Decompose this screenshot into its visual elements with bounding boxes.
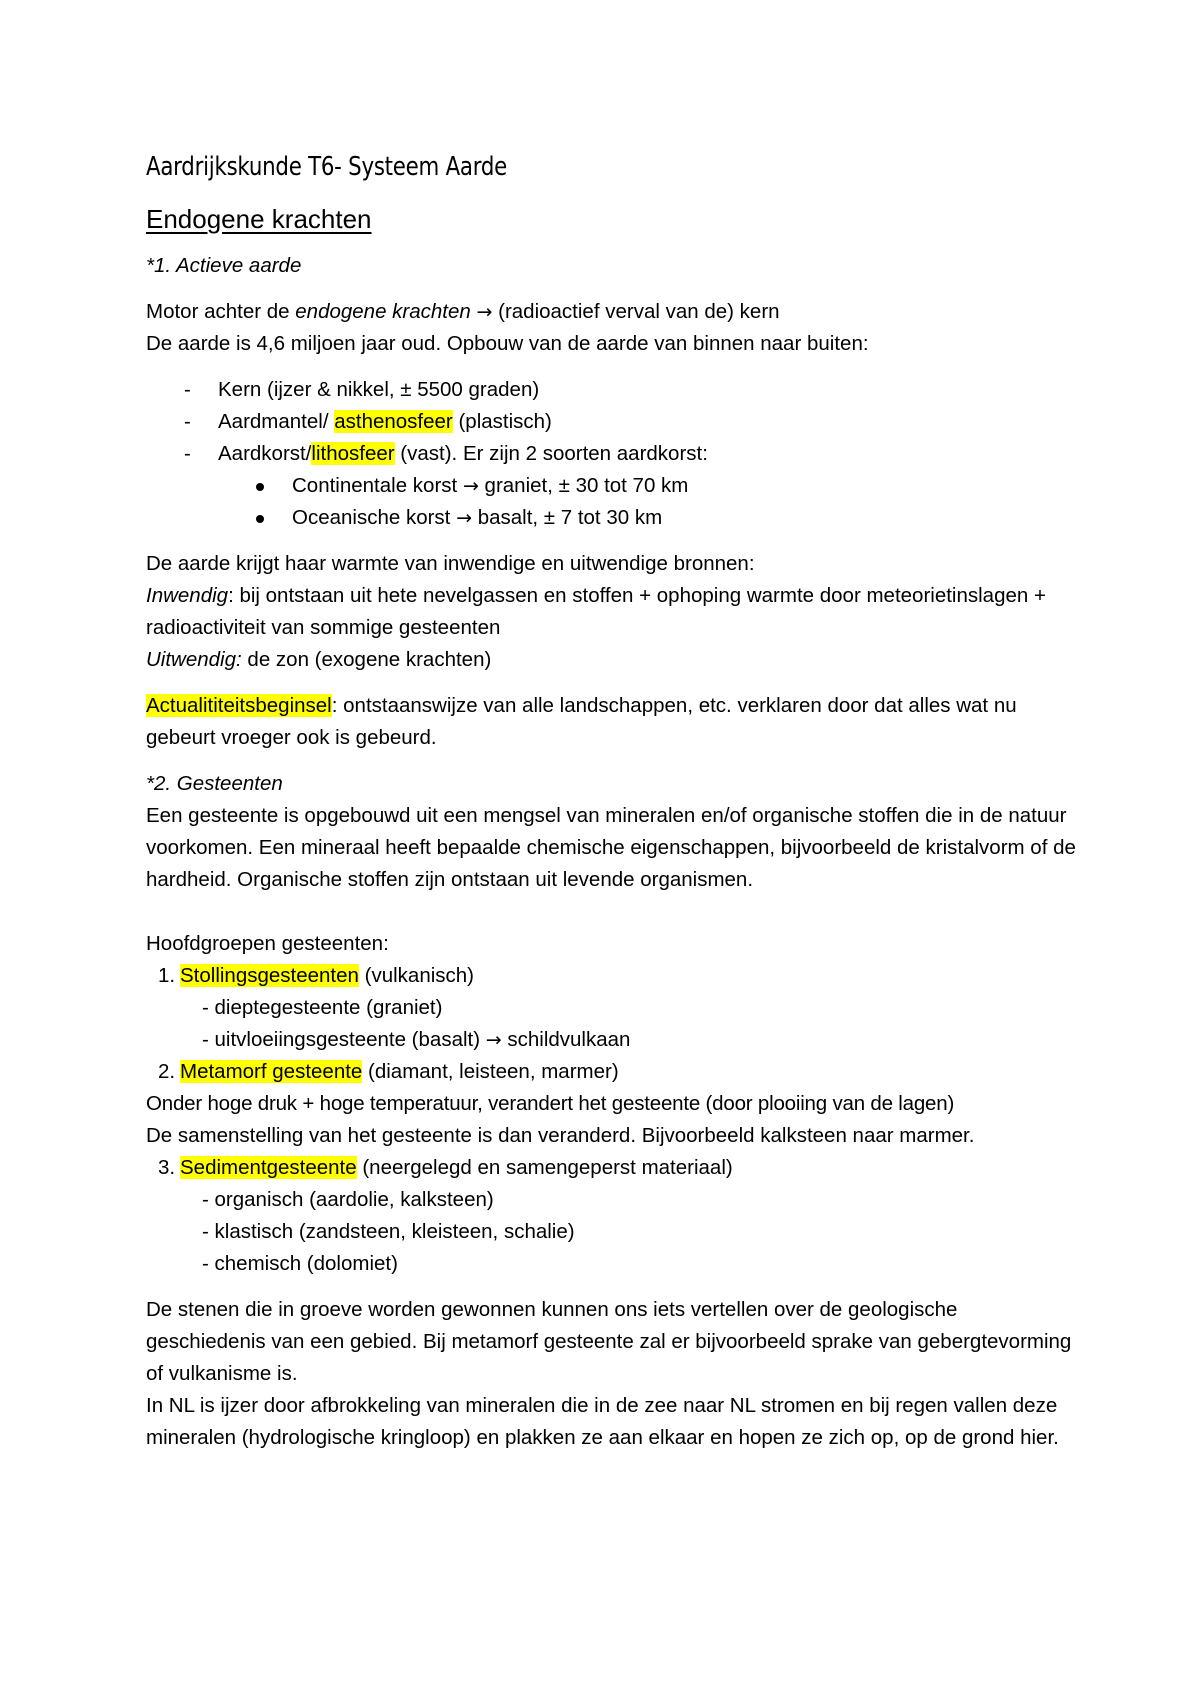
list-item: - Aardkorst/lithosfeer (vast). Er zijn 2 soorten aardkorst: Continentale korst → graniet, ± 30 tot 70 km Oceanische korst → basalt, ± 7 tot 30 km [146,438,1076,534]
group-sediment: 3. Sedimentgesteente (neergelegd en samengeperst materiaal) [158,1156,733,1179]
list-item: - chemisch (dolomiet) [202,1252,398,1275]
list-item: - klastisch (zandsteen, kleisteen, schalie) [202,1220,575,1243]
list-item: - organisch (aardolie, kalksteen) [202,1188,494,1211]
subheading-gesteenten: *2. Gesteenten [146,772,283,795]
highlight-stollingsgesteenten: Stollingsgesteenten [180,964,359,987]
crust-types-list [146,470,1076,534]
gesteenten-intro: Een gesteente is opgebouwd uit een mengsel van mineralen en/of organische stoffen die in de natuur voorkomen. Een mineraal heeft bepaalde chemische eigenschappen, bijvoorbeeld de kristalvorm of de hardheid. Organische stoffen zijn ontstaan uit levende organismen. [146,804,1076,891]
highlight-metamorf: Metamorf gesteente [180,1060,363,1083]
spacer [146,896,1076,928]
motor-line: Motor achter de endogene krachten → (radioactief verval van de) kern [146,300,780,323]
earth-layers-list [146,374,1076,534]
bullet-icon [256,483,264,491]
list-item: - Kern (ijzer & nikkel, ± 5500 graden) [184,378,540,401]
list-item: Oceanische korst → basalt, ± 7 tot 30 km [146,502,1076,534]
actualiteitsbeginsel-paragraph: Actualititeitsbeginsel: ontstaanswijze van alle landschappen, etc. verklaren door dat alles wat nu gebeurt vroeger ook is gebeurd. [146,694,1017,749]
highlight-asthenosfeer: asthenosfeer [334,410,453,433]
arrow-icon: → [456,507,472,529]
age-line: De aarde is 4,6 miljoen jaar oud. Opbouw van de aarde van binnen naar buiten: [146,332,869,355]
endogene-term: endogene krachten [295,300,471,323]
list-item: Continentale korst → graniet, ± 30 tot 70 km [146,470,1076,502]
closing-paragraph-1: De stenen die in groeve worden gewonnen kunnen ons iets vertellen over de geologische geschiedenis van een gebied. Bij metamorf gesteente zal er bijvoorbeeld sprake van gebergtevorming of vulkanisme is. [146,1298,1072,1385]
arrow-icon: → [485,1029,502,1051]
subheading-actieve-aarde: *1. Actieve aarde [146,254,302,277]
uitwendig-line: Uitwendig: de zon (exogene krachten) [146,648,492,671]
highlight-lithosfeer: lithosfeer [311,442,395,465]
list-item: - uitvloeiingsgesteente (basalt) → schildvulkaan [202,1028,631,1051]
closing-paragraph-2: In NL is ijzer door afbrokkeling van mineralen die in de zee naar NL stromen en bij regen vallen deze mineralen (hydrologische kringloop) en plakken ze aan elkaar en hopen ze zich op, op de grond hier. [146,1394,1059,1449]
metamorf-line-2: De samenstelling van het gesteente is dan veranderd. Bijvoorbeeld kalksteen naar marmer. [146,1124,975,1147]
group-metamorf: 2. Metamorf gesteente (diamant, leisteen, marmer) [158,1060,619,1083]
list-item: - dieptegesteente (graniet) [202,996,443,1019]
section-heading: Endogene krachten [146,204,372,234]
warmth-intro: De aarde krijgt haar warmte van inwendige en uitwendige bronnen: [146,552,755,575]
arrow-icon: → [476,301,493,323]
bullet-icon [256,515,264,523]
list-item: - Aardmantel/ asthenosfeer (plastisch) [184,410,552,433]
highlight-sedimentgesteente: Sedimentgesteente [180,1156,357,1179]
inwendig-line: Inwendig: bij ontstaan uit hete nevelgassen en stoffen + ophoping warmte door meteorietinslagen + radioactiviteit van sommige gesteenten [146,584,1046,639]
group-stolling: 1. Stollingsgesteenten (vulkanisch) [158,964,474,987]
highlight-actualiteitsbeginsel: Actualititeitsbeginsel [146,694,332,717]
metamorf-line-1: Onder hoge druk + hoge temperatuur, verandert het gesteente (door plooiing van de lagen) [146,1092,955,1115]
groups-intro: Hoofdgroepen gesteenten: [146,932,389,955]
arrow-icon: → [462,475,479,497]
document-title: Aardrijkskunde T6- Systeem Aarde [146,152,508,182]
document-body [146,150,1076,1454]
